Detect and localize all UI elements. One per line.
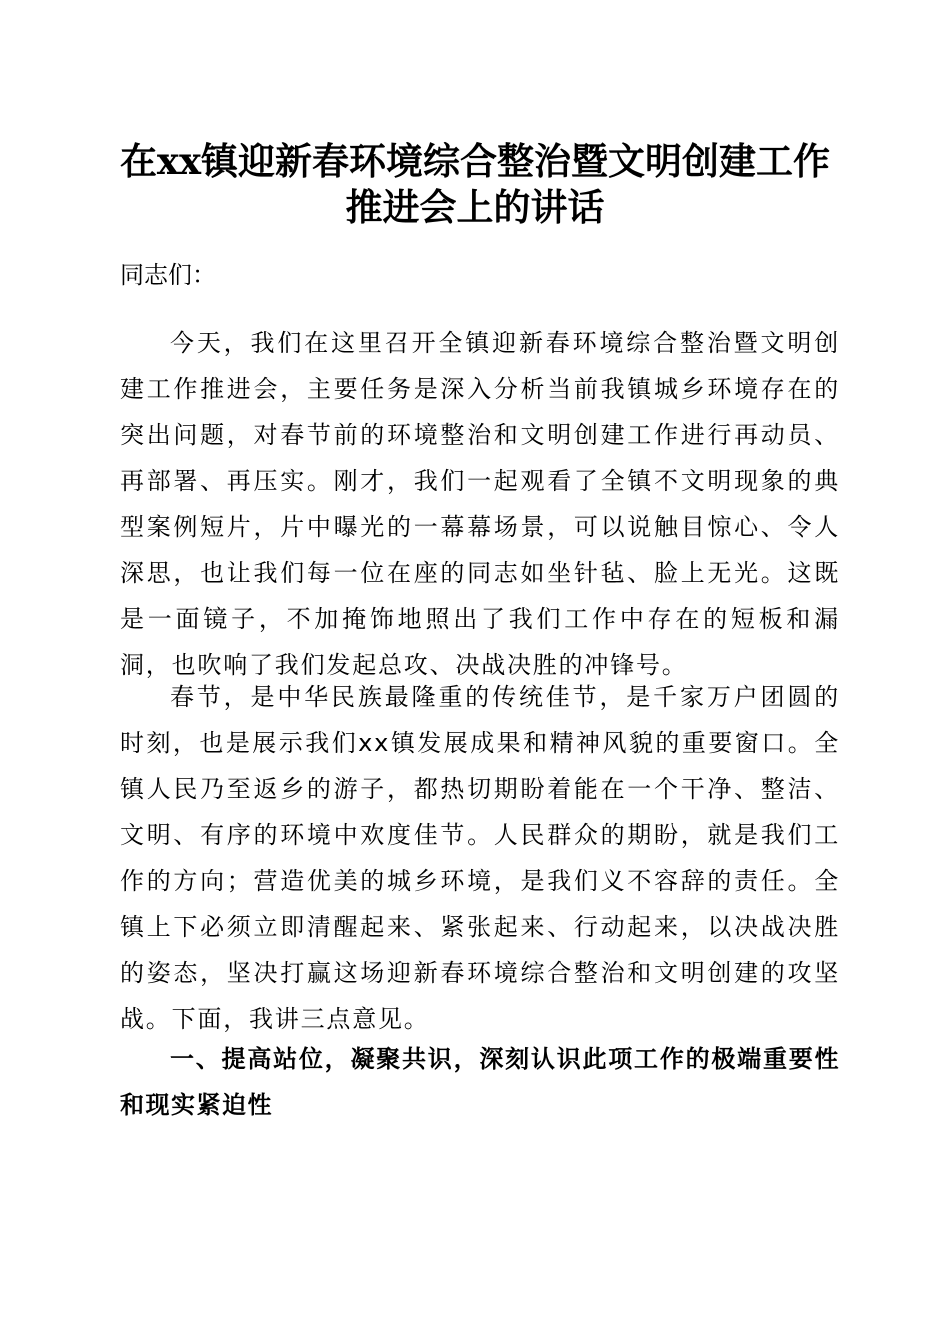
paragraph-2: 春节，是中华民族最隆重的传统佳节，是千家万户团圆的时刻，也是展示我们xx镇发展成果和精神风貌的重要窗口。全镇人民乃至返乡的游子，都热切期盼着能在一个干净、整洁、文明、有序的环境中欢度佳节。人民群众的期盼，就是我们工作的方向；营造优美的城乡环境，是我们义不容辞的责任。全镇上下必须立即清醒起来、紧张起来、行动起来，以决战决胜的姿态，坚决打赢这场迎新春环境综合整治和文明创建的攻坚战。下面，我讲三点意见。 (120, 683, 840, 1033)
document-title-line-2: 推进会上的讲话 (345, 185, 605, 229)
salutation: 同志们： (120, 261, 216, 289)
paragraph-1: 今天，我们在这里召开全镇迎新春环境综合整治暨文明创建工作推进会，主要任务是深入分析当前我镇城乡环境存在的突出问题，对春节前的环境整治和文明创建工作进行再动员、再部署、再压实。刚才，我们一起观看了全镇不文明现象的典型案例短片，片中曝光的一幕幕场景，可以说触目惊心、令人深思，也让我们每一位在座的同志如坐针毡、脸上无光。这既是一面镜子，不加掩饰地照出了我们工作中存在的短板和漏洞，也吹响了我们发起总攻、决战决胜的冲锋号。 (120, 329, 840, 679)
section-heading-1: 一、提高站位，凝聚共识，深刻认识此项工作的极端重要性和现实紧迫性 (120, 1045, 840, 1119)
document-title-line-1: 在xx镇迎新春环境综合整治暨文明创建工作 (119, 139, 831, 183)
